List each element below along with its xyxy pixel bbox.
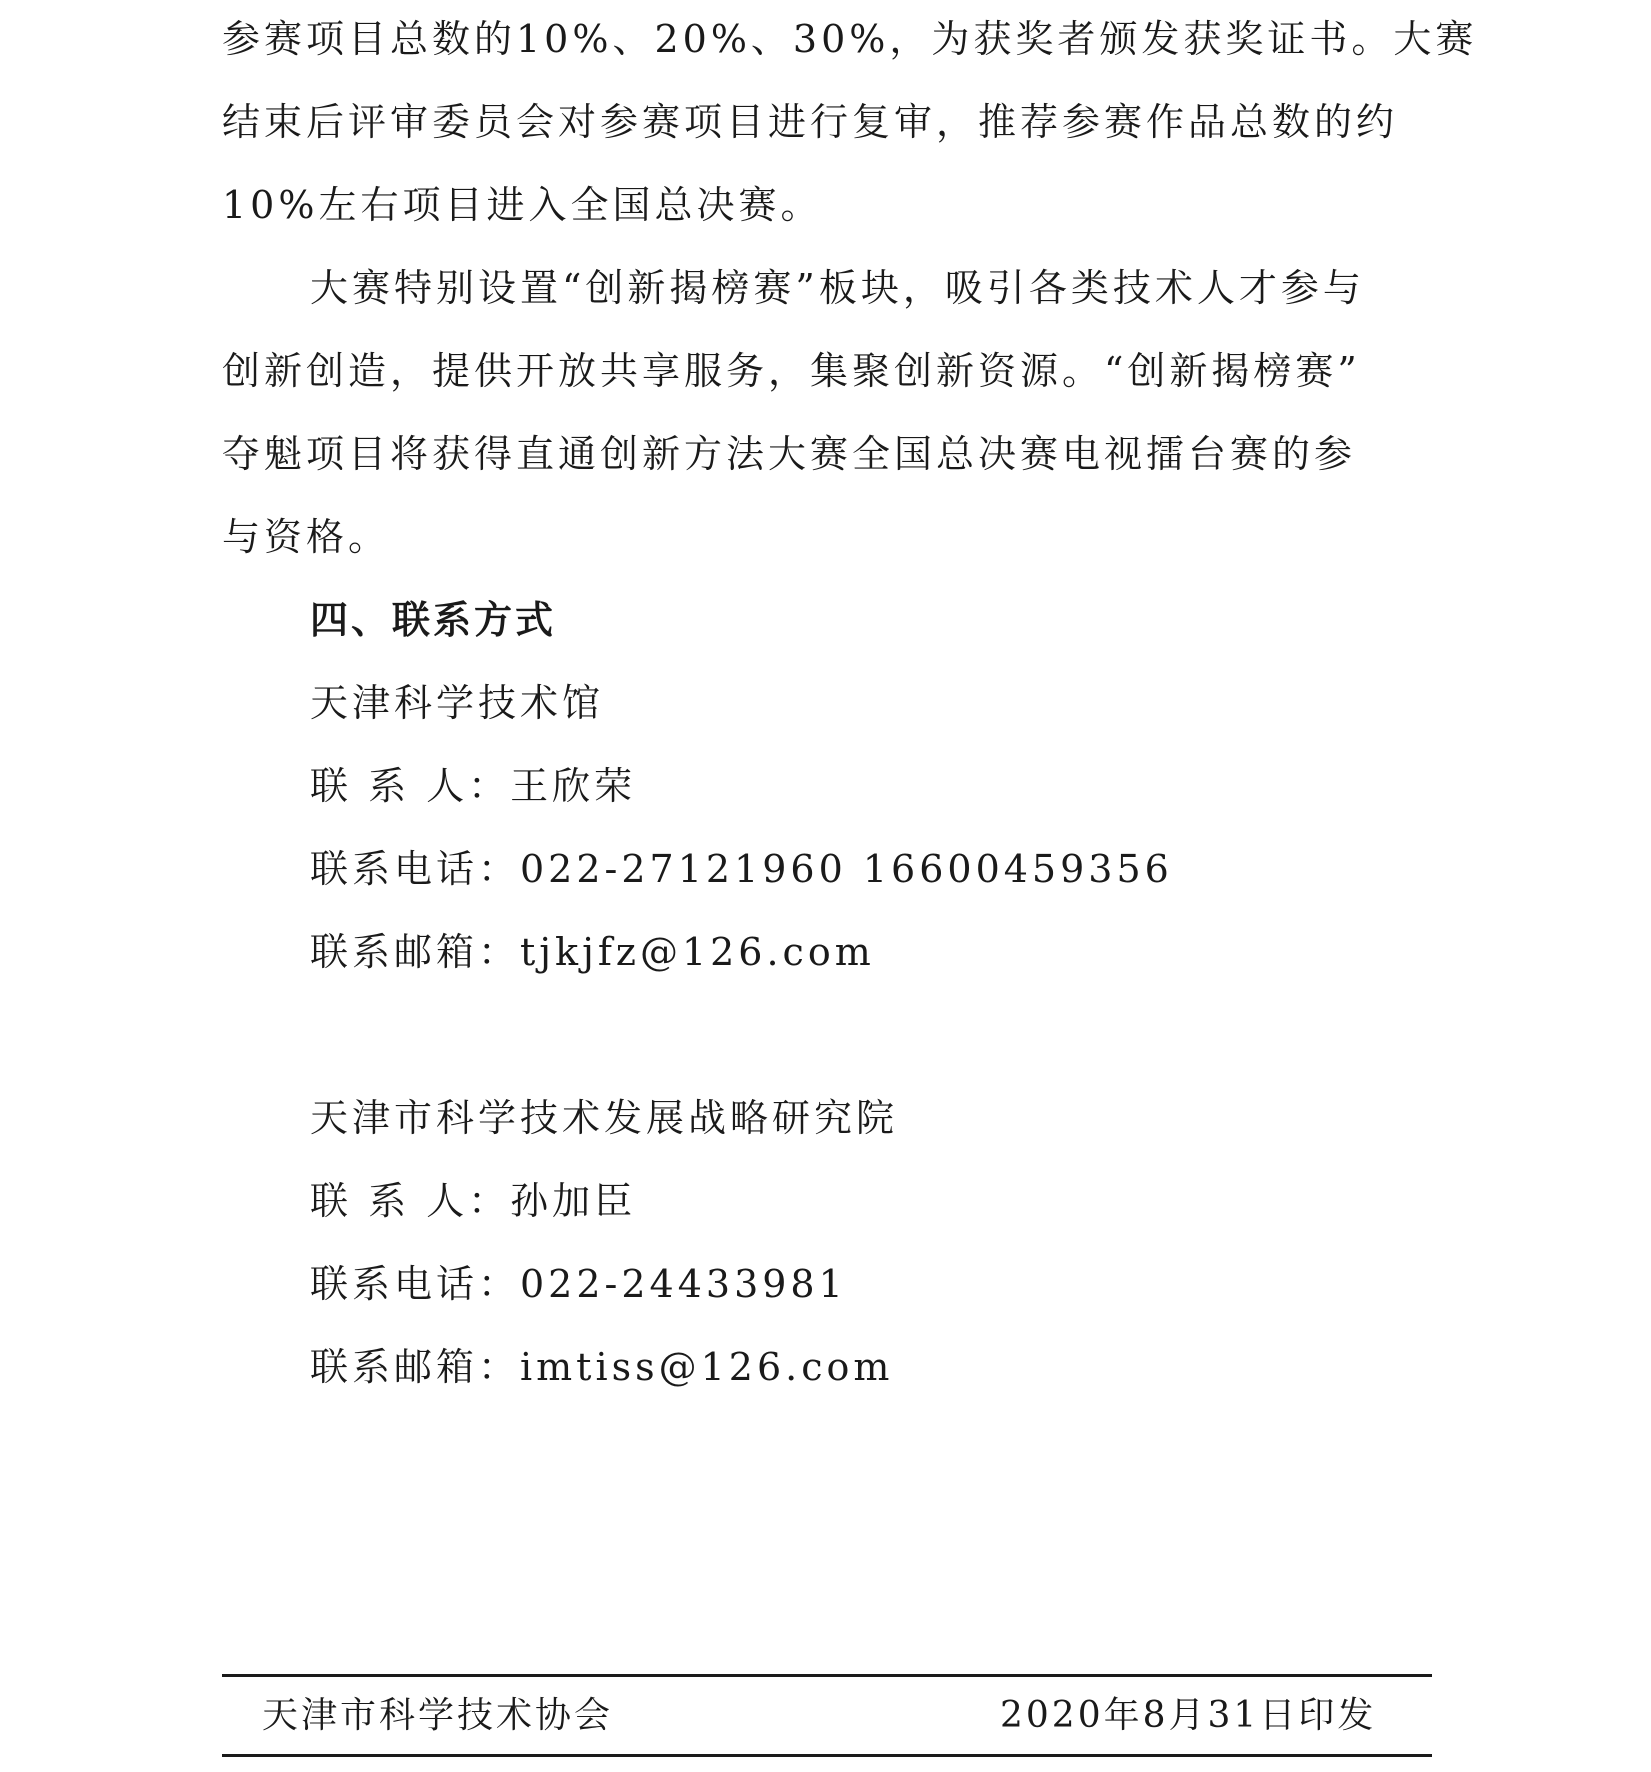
contact-org: 天津科学技术馆 xyxy=(310,681,605,725)
section-heading: 四、联系方式 xyxy=(310,598,557,642)
paragraph-line: 参赛项目总数的10%、20%、30%，为获奖者颁发获奖证书。大赛 xyxy=(222,17,1478,61)
contact-person: 联 系 人：王欣荣 xyxy=(310,764,637,808)
contact-org: 天津市科学技术发展战略研究院 xyxy=(310,1096,899,1140)
footer-bottom-rule xyxy=(222,1754,1432,1757)
contact-person: 联 系 人：孙加臣 xyxy=(310,1179,637,1223)
footer-date: 2020年8月31日印发 xyxy=(1000,1695,1377,1736)
paragraph-line: 结束后评审委员会对参赛项目进行复审，推荐参赛作品总数的约 xyxy=(222,100,1399,144)
paragraph-line: 与资格。 xyxy=(222,515,391,559)
paragraph-line: 夺魁项目将获得直通创新方法大赛全国总决赛电视擂台赛的参 xyxy=(222,432,1357,476)
contact-email: 联系邮箱：imtiss@126.com xyxy=(310,1345,894,1389)
paragraph-line: 10%左右项目进入全国总决赛。 xyxy=(222,183,823,227)
contact-email: 联系邮箱：tjkjfz@126.com xyxy=(310,930,875,974)
footer-issuer: 天津市科学技术协会 xyxy=(262,1695,614,1736)
contact-phone: 联系电话：022-27121960 16600459356 xyxy=(310,847,1173,891)
footer-top-rule xyxy=(222,1674,1432,1677)
paragraph-line: 创新创造，提供开放共享服务，集聚创新资源。“创新揭榜赛” xyxy=(222,349,1361,393)
contact-phone: 联系电话：022-24433981 xyxy=(310,1262,847,1306)
paragraph-line: 大赛特别设置“创新揭榜赛”板块，吸引各类技术人才参与 xyxy=(310,266,1365,310)
